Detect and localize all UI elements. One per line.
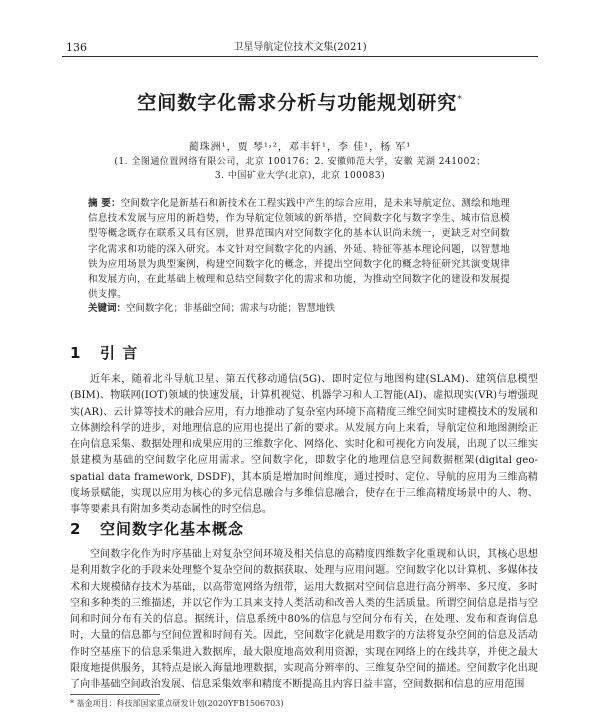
section-body-introduction — [70, 372, 538, 519]
author-list: 蔺珠洲¹，贾 琴¹˒²，邓丰轩¹，李 佳¹，杨 军¹ — [188, 142, 412, 153]
abstract-text: 空间数字化是新基石和新技术在工程实践中产生的综合应用，是未来导航定位、测绘和地理信息技术发展与应用的新趋势，作为导航定位领域的新举措，空间数字化与数字孪生、城市信息模型等概念既存在联系又具有区别，世界范围内对空间数字化的基本认识尚未统一，更缺乏对空间数字化需求和功能的深入研究。本文针对空间数字化的内涵、外延、特征等基本理论问题，以智慧地铁为应用场景为典型案例，构建空间数字化的概念，并提出空间数字化的概念特征研究其演变规律和发展方向，在此基础上梳理和总结空间数字化的需求和功能，为推动空间数字化的建设和发展提供支撑。 — [88, 198, 510, 301]
paragraph: 近年来，随着北斗导航卫星、第五代移动通信(5G)、即时定位与地图构建(SLAM)、建筑信息模型(BIM)、物联网(IOT)领域的快速发展，计算机视觉、机器学习和人工智能(AI)、虚拟现实(VR)与增强现实(AR)、云计算等技术的融合应用，有力地推动了复杂室内环境下高精度三维空间实时建模技术的发展和立体测绘科学的进步，对地理信息的应用也提出了新的要求。从发展方向上来看，导航定位和地图测绘正在向信息采集、数据处理和成果应用的三维数字化、网络化、实时化和可视化方向发展，出现了以三维实景建模为基础的空间数字化应用需求。空间数字化，即数字化的地理信息空间数据框架(digital geo-spatial data framework, DSDF)，其本质是增加时间维度，通过授时、定位、导航的应用为三维高精度场景赋能，实现以应用为核心的多元信息融合与多维信息融合，使存在于三维高精度场景中的人、物、事等要素具有附加多类动态属性的时空信息。 — [70, 374, 538, 516]
title-footnote-mark: * — [457, 94, 463, 105]
abstract — [88, 196, 510, 302]
paper-title — [40, 88, 560, 115]
running-header — [62, 40, 538, 57]
section-heading-introduction — [70, 342, 138, 363]
abstract-label: 摘 要： — [88, 198, 121, 209]
section-number: 2 — [70, 520, 82, 538]
keywords-label: 关键词： — [88, 303, 127, 314]
footnote-divider — [70, 694, 160, 695]
section-heading-concepts — [70, 518, 244, 539]
paragraph: 空间数字化作为时序基础上对复杂空间环境及相关信息的高精度四维数字化重现和认识，其核心思想是利用数字化的手段来处理整个复杂空间的数据获取、处理与应用问题。空间数字化以计算机、多媒体技术和大规模储存技术为基础，以高带宽网络为纽带，运用大数据对空间信息进行高分辨率、多尺度、多时空和多种类的三维描述，并以它作为工具来支持人类活动和改善人类的生活质量。所谓空间信息是指与空间和时间分布有关的信息。据统计，信息系统中80%的信息与空间分布有关，在处理、发布和查询信息时，大量的信息都与空间位置和时间有关。因此，空间数字化就是用数字的方法将复杂空间的信息及活动作时空基座下的信息采集进入数据库，最大限度地高效利用资源，实现在网络上的在线共享，并使之最大限度地提供服务，其特点是嵌入海量地理数据，实现高分辨率的、三维复杂空间的描述。空间数字化出现了向非基础空间政治发展、信息采集效率和精度不断提高且内容日益丰富，空间数据和信息的应用范围 — [70, 549, 538, 691]
section-title: 空间数字化基本概念 — [100, 520, 245, 538]
section-title: 引 言 — [100, 344, 139, 362]
keywords — [88, 302, 510, 316]
keywords-text: 空间数字化；非基础空间；需求与功能；智慧地铁 — [126, 303, 336, 314]
page-number: 136 — [66, 41, 87, 54]
affiliation-line-1: (1. 全图通位置网络有限公司，北京 100176；2. 安徽师范大学，安徽 芜湖 241002； — [114, 157, 486, 167]
journal-title: 卫星导航定位技术文集(2021) — [233, 42, 367, 53]
section-body-concepts — [70, 547, 538, 694]
paper-title-text: 空间数字化需求分析与功能规划研究 — [137, 92, 458, 114]
section-number: 1 — [70, 344, 82, 362]
affiliation-line-2: 3. 中国矿业大学(北京)，北京 100083) — [214, 171, 386, 181]
footnote: * 基金项目：科技部国家重点研发计划(2020YFB1506703) — [70, 699, 284, 708]
